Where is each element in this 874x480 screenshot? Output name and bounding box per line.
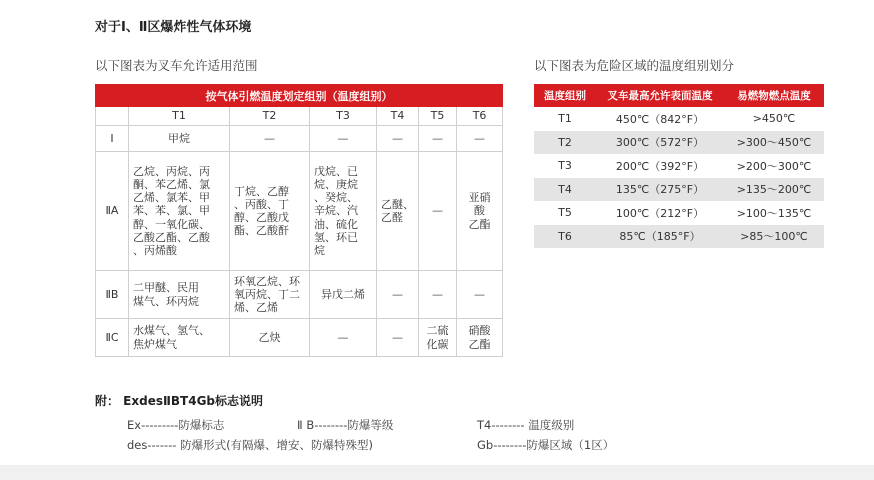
temp-cell: >300～450℃ [724,131,824,155]
table-row [96,126,503,152]
table-row [534,107,824,131]
temp-cell: T6 [534,225,596,249]
temp-cell: T2 [534,131,596,155]
temp-table-header: 温度组别 [534,84,596,107]
gas-cell: — [457,271,503,319]
class-label: ⅡB [96,271,129,319]
temp-cell: 200℃（392°F） [596,154,724,178]
notes-title: 附： ExdesⅡBT4Gb标志说明 [95,394,264,408]
temp-cell: 450℃（842°F） [596,107,724,131]
note-temp-class: T4-------- 温度级别 [477,418,575,432]
table-row [534,131,824,155]
temp-cell: 135℃（275°F） [596,178,724,202]
gas-cell: 乙醚、 乙醛 [377,152,419,271]
class-label: ⅡC [96,319,129,357]
gas-cell: — [419,271,457,319]
gas-cell: — [377,319,419,357]
gas-cell: 水煤气、氢气、 焦炉煤气 [129,319,230,357]
temp-cell: T1 [534,107,596,131]
temp-table-header: 叉车最高允许表面温度 [596,84,724,107]
gas-cell: 乙炔 [230,319,310,357]
left-subtitle: 以下图表为叉车允许适用范围 [95,58,258,73]
gas-cell: — [310,126,377,152]
table-row [96,319,503,357]
temp-cell: >85～100℃ [724,225,824,249]
temp-table-header: 易燃物燃点温度 [724,84,824,107]
temp-cell: 300℃（572°F） [596,131,724,155]
class-label: Ⅰ [96,126,129,152]
section-heading: 对于Ⅰ、Ⅱ区爆炸性气体环境 [95,20,252,35]
gas-table-header: T4 [377,107,419,126]
temp-cell: T3 [534,154,596,178]
gas-cell: 亚硝 酸 乙酯 [457,152,503,271]
gas-table-header: T1 [129,107,230,126]
gas-cell: — [419,152,457,271]
gas-cell: — [310,319,377,357]
note-ex: Ex---------防爆标志 [127,418,225,432]
table-row [534,178,824,202]
note-protection-type: des------- 防爆形式(有隔爆、增安、防爆特殊型) [127,438,374,452]
gas-cell: 硝酸 乙酯 [457,319,503,357]
temp-cell: >450℃ [724,107,824,131]
temp-cell: >135～200℃ [724,178,824,202]
gas-cell: 异戊二烯 [310,271,377,319]
gas-cell: 二硫 化碳 [419,319,457,357]
gas-cell: 甲烷 [129,126,230,152]
table-row [534,225,824,249]
gas-cell: 戊烷、已 烷、庚烷 、癸烷、 辛烷、汽 油、硫化 氢、环已 烷 [310,152,377,271]
gas-table-caption: 按气体引燃温度划定组别（温度组别） [96,85,503,107]
temp-cell: T5 [534,201,596,225]
gas-cell: — [377,126,419,152]
note-zone: Gb--------防爆区域（1区） [477,438,615,452]
temp-cell: >200～300℃ [724,154,824,178]
temp-cell: 85℃（185°F） [596,225,724,249]
table-row [96,152,503,271]
temperature-class-table [534,84,824,248]
gas-cell: — [377,271,419,319]
table-row [96,271,503,319]
temp-cell: T4 [534,178,596,202]
gas-cell: — [230,126,310,152]
note-group: Ⅱ B--------防爆等级 [297,418,394,432]
gas-group-table [95,84,503,357]
gas-table-header: T3 [310,107,377,126]
gas-table-corner [96,107,129,126]
gas-table-header: T2 [230,107,310,126]
temp-cell: 100℃（212°F） [596,201,724,225]
table-row [534,154,824,178]
gas-table-header: T6 [457,107,503,126]
class-label: ⅡA [96,152,129,271]
gas-table-header: T5 [419,107,457,126]
right-subtitle: 以下图表为危险区域的温度组别划分 [534,58,735,73]
gas-cell: 环氧乙烷、环 氧丙烷、丁二 烯、乙烯 [230,271,310,319]
temp-cell: >100～135℃ [724,201,824,225]
gas-cell: 二甲醚、民用 煤气、环丙烷 [129,271,230,319]
gas-cell: 乙烷、丙烷、丙 酮、苯乙烯、氯 乙烯、氯苯、甲 苯、苯、氯、甲 醇、一氧化碳、 乙酸乙酯、乙酸 、丙烯酸 [129,152,230,271]
gas-cell: — [419,126,457,152]
gas-cell: — [457,126,503,152]
bottom-band [0,465,874,480]
table-row [534,201,824,225]
gas-cell: 丁烷、乙醇 、丙酸、丁 醇、乙酸戊 酯、乙酸酐 [230,152,310,271]
